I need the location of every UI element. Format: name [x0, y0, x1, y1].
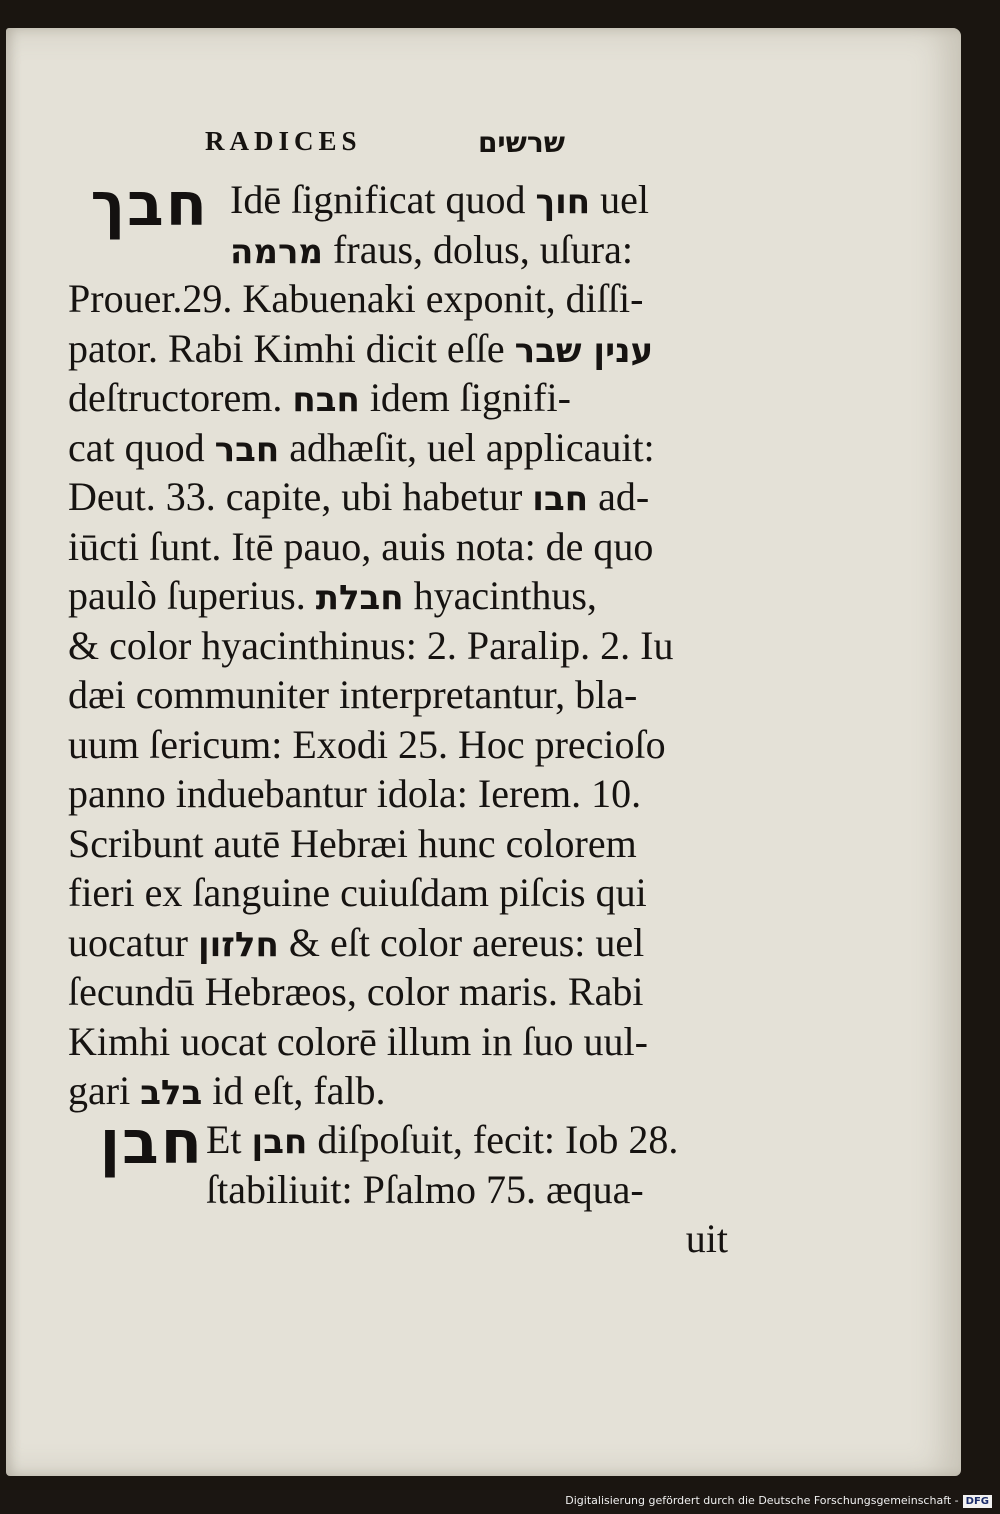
footer-text: Digitalisierung gefördert durch die Deutsche Forschungsgemeinschaft -: [565, 1494, 959, 1507]
text-line: Kimhi uocat colorē illum in ſuo uul-: [68, 1019, 648, 1064]
text-line: dæi communiter interpretantur, bla-: [68, 672, 638, 717]
text-line: gari בלב id eſt, falb.: [68, 1068, 386, 1113]
hebrew-word: חבלת: [315, 578, 404, 618]
hebrew-word: חבח: [292, 380, 360, 420]
text-line: uocatur חלזון & eſt color aereus: uel: [68, 920, 645, 965]
text-line: Idē ſignificat quod חוך uel: [230, 177, 650, 222]
running-head: [205, 126, 565, 166]
hebrew-word: חבר: [214, 430, 280, 470]
running-head-hebrew: שרשים: [477, 126, 565, 159]
running-head-latin: RADICES: [205, 126, 362, 156]
hebrew-word: בלב: [140, 1073, 203, 1113]
text-line: deſtructorem. חבח idem ſignifi-: [68, 375, 571, 420]
text-line: & color hyacinthinus: 2. Paralip. 2. Iu: [68, 623, 674, 668]
entry-headword: חבך: [90, 170, 209, 240]
hebrew-word: חבן: [251, 1122, 308, 1162]
hebrew-word: חוך: [535, 182, 591, 222]
text-line: Scribunt autē Hebræi hunc colorem: [68, 821, 637, 866]
hebrew-word: ענין שבר: [514, 331, 654, 371]
text-line: uum ſericum: Exodi 25. Hoc precioſo: [68, 722, 666, 767]
text-line: ſecundū Hebræos, color maris. Rabi: [68, 969, 644, 1014]
text-line: iūcti ſunt. Itē pauo, auis nota: de quo: [68, 524, 654, 569]
text-line: ſtabiliuit: Pſalmo 75. æqua-: [206, 1167, 644, 1212]
entry-headword: חבן: [99, 1108, 204, 1178]
dfg-logo-icon: DFG: [963, 1495, 992, 1508]
text-line: cat quod חבר adhæſit, uel applicauit:: [68, 425, 655, 470]
digitization-footer: [565, 1492, 992, 1510]
catchword: uit: [685, 1216, 728, 1261]
hebrew-word: חבו: [532, 479, 589, 519]
text-line: Prouer.29. Kabuenaki exponit, diſſi-: [68, 276, 644, 321]
text-line: pator. Rabi Kimhi dicit eſſe ענין שבר: [68, 326, 654, 371]
text-line: fieri ex ſanguine cuiuſdam piſcis qui: [68, 870, 647, 915]
hebrew-word: חלזון: [197, 925, 279, 965]
text-line: מרמה fraus, dolus, uſura:: [230, 227, 633, 272]
text-line: Deut. 33. capite, ubi habetur חבו ad-: [68, 474, 650, 519]
text-line: paulò ſuperius. חבלת hyacinthus,: [68, 573, 597, 618]
text-line: Et חבן diſpoſuit, fecit: Iob 28.: [206, 1117, 679, 1162]
text-line: panno induebantur idola: Ierem. 10.: [68, 771, 642, 816]
hebrew-word: מרמה: [230, 232, 324, 272]
